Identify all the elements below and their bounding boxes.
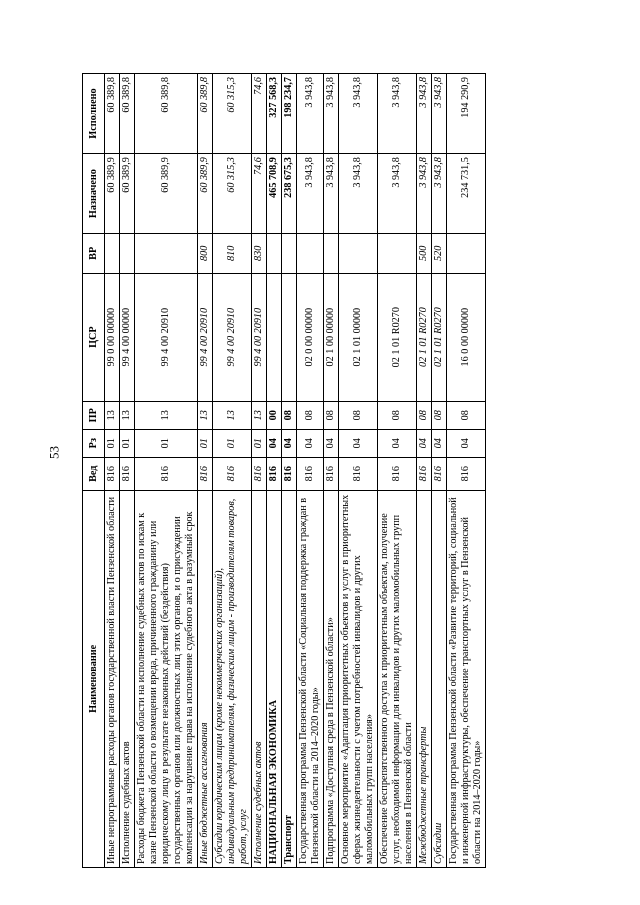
table-header-row [83,74,105,868]
cell-pr: 13 [198,401,213,429]
cell-pr: 00 [267,401,282,429]
cell-pr: 08 [417,401,432,429]
table-row [447,74,486,868]
cell-csr: 99 0 00 00000 [105,273,120,401]
cell-name: Обеспечение беспрепятственного доступа к приоритетным объектам, получение услуг, необходимой информации для инвалидов и других маломобильных групп населения в Пензенской области [378,490,417,867]
cell-pr: 13 [120,401,135,429]
cell-ved: 816 [282,457,297,490]
cell-vr: 800 [198,234,213,273]
cell-csr: 02 1 00 00000 [324,273,339,401]
cell-vr [339,234,378,273]
cell-ispolneno: 74,6 [252,74,267,154]
table-row [282,74,297,868]
header-rz: Рз [83,429,105,457]
cell-ispolneno: 3 943,8 [378,74,417,154]
cell-vr [297,234,324,273]
cell-ispolneno: 60 389,8 [120,74,135,154]
cell-csr: 02 1 01 00000 [339,273,378,401]
cell-rz: 01 [135,429,198,457]
cell-name: Расходы бюджета Пензенской области на исполнение судебных актов по искам к казне Пензенской области о возмещении вреда, причиненного гражданину или юридическому лицу в результате незаконных действий (бездействия) государственных органов или должностных лиц этих органов, и о присуждении компенсации за нарушение права на исполнение судебного акта в разумный срок [135,490,198,867]
cell-ved: 816 [213,457,252,490]
cell-csr: 02 1 01 R0270 [417,273,432,401]
cell-csr: 02 1 01 R0270 [378,273,417,401]
cell-name: Иные бюджетные ассигнования [198,490,213,867]
cell-naznacheno: 60 389,9 [105,154,120,234]
cell-pr: 08 [447,401,486,429]
cell-csr: 02 0 00 00000 [297,273,324,401]
table-row [252,74,267,868]
table-row [324,74,339,868]
cell-rz: 01 [213,429,252,457]
cell-pr: 13 [252,401,267,429]
cell-naznacheno: 3 943,8 [417,154,432,234]
cell-csr [267,273,282,401]
cell-name: Государственная программа Пензенской области «Развитие территорий, социальной и инженерной инфраструктуры, обеспечение транспортных услуг в Пензенской области на 2014–2020 годы» [447,490,486,867]
cell-name: Подпрограмма «Доступная среда в Пензенской области» [324,490,339,867]
cell-vr [105,234,120,273]
cell-naznacheno: 3 943,8 [378,154,417,234]
cell-pr: 08 [282,401,297,429]
header-ved: Вед [83,457,105,490]
cell-ved: 816 [120,457,135,490]
cell-pr: 08 [339,401,378,429]
table-row [432,74,447,868]
cell-pr: 08 [324,401,339,429]
cell-naznacheno: 60 389,9 [135,154,198,234]
cell-naznacheno: 465 708,9 [267,154,282,234]
cell-ispolneno: 3 943,8 [297,74,324,154]
cell-ved: 816 [447,457,486,490]
cell-rz: 01 [120,429,135,457]
cell-naznacheno: 3 943,8 [297,154,324,234]
cell-csr: 16 0 00 00000 [447,273,486,401]
cell-ispolneno: 194 290,9 [447,74,486,154]
cell-rz: 01 [252,429,267,457]
cell-name: НАЦИОНАЛЬНАЯ ЭКОНОМИКА [267,490,282,867]
cell-pr: 13 [135,401,198,429]
cell-vr: 830 [252,234,267,273]
cell-ispolneno: 327 568,3 [267,74,282,154]
cell-pr: 13 [105,401,120,429]
table-row [378,74,417,868]
cell-rz: 04 [447,429,486,457]
cell-name: Исполнение судебных актов [252,490,267,867]
cell-rz: 04 [432,429,447,457]
budget-table-rotated [82,73,542,868]
cell-vr [324,234,339,273]
header-name: Наименование [83,490,105,867]
table-row [120,74,135,868]
cell-vr: 500 [417,234,432,273]
cell-ispolneno: 60 389,8 [135,74,198,154]
cell-pr: 08 [297,401,324,429]
table-row [198,74,213,868]
cell-rz: 01 [198,429,213,457]
cell-name: Субсидии юридическим лицам (кроме некоммерческих организаций), индивидуальным предпринимателям, физическим лицам - производителям товаров, работ, услуг [213,490,252,867]
cell-name: Иные непрограммные расходы органов государственной власти Пензенской области [105,490,120,867]
cell-ispolneno: 3 943,8 [324,74,339,154]
cell-ved: 816 [252,457,267,490]
cell-csr: 99 4 00 20910 [252,273,267,401]
header-vr: ВР [83,234,105,273]
header-naznacheno: Назначено [83,154,105,234]
cell-naznacheno: 238 675,3 [282,154,297,234]
cell-naznacheno: 3 943,8 [339,154,378,234]
cell-name: Межбюджетные трансферты [417,490,432,867]
cell-name: Субсидии [432,490,447,867]
cell-naznacheno: 74,6 [252,154,267,234]
cell-vr [267,234,282,273]
cell-ved: 816 [417,457,432,490]
cell-pr: 13 [213,401,252,429]
table-body [105,74,486,868]
header-pr: ПР [83,401,105,429]
cell-csr: 99 4 00 20910 [213,273,252,401]
page-number: 53 [46,446,62,459]
cell-name: Основное мероприятие «Адаптация приоритетных объектов и услуг в приоритетных сферах жизнедеятельности с учетом потребностей инвалидов и других маломобильных групп населения» [339,490,378,867]
cell-pr: 08 [432,401,447,429]
cell-rz: 04 [297,429,324,457]
header-csr: ЦСР [83,273,105,401]
header-ispolneno: Исполнено [83,74,105,154]
cell-ved: 816 [378,457,417,490]
cell-ved: 816 [198,457,213,490]
cell-naznacheno: 234 731,5 [447,154,486,234]
cell-rz: 04 [417,429,432,457]
cell-ved: 816 [297,457,324,490]
cell-csr: 99 4 00 20910 [198,273,213,401]
table-row [267,74,282,868]
table-row [339,74,378,868]
cell-ved: 816 [339,457,378,490]
cell-vr [378,234,417,273]
table-row [105,74,120,868]
cell-ispolneno: 60 389,8 [198,74,213,154]
cell-ved: 816 [324,457,339,490]
table-row [135,74,198,868]
cell-vr [447,234,486,273]
cell-vr [282,234,297,273]
cell-naznacheno: 60 389,9 [198,154,213,234]
cell-rz: 04 [324,429,339,457]
table-row [417,74,432,868]
cell-naznacheno: 3 943,8 [432,154,447,234]
table-row [213,74,252,868]
cell-ispolneno: 3 943,8 [339,74,378,154]
cell-ispolneno: 3 943,8 [432,74,447,154]
cell-pr: 08 [378,401,417,429]
cell-name: Транспорт [282,490,297,867]
cell-rz: 04 [378,429,417,457]
cell-vr: 810 [213,234,252,273]
cell-vr [120,234,135,273]
cell-csr [282,273,297,401]
cell-ved: 816 [267,457,282,490]
cell-ispolneno: 3 943,8 [417,74,432,154]
cell-csr: 99 4 00 20910 [135,273,198,401]
cell-ved: 816 [135,457,198,490]
cell-csr: 02 1 01 R0270 [432,273,447,401]
table-row [297,74,324,868]
cell-name: Государственная программа Пензенской области «Социальная поддержка граждан в Пензенской области на 2014–2020 годы» [297,490,324,867]
cell-rz: 04 [267,429,282,457]
cell-ved: 816 [432,457,447,490]
cell-ved: 816 [105,457,120,490]
cell-naznacheno: 60 389,9 [120,154,135,234]
cell-ispolneno: 60 315,3 [213,74,252,154]
cell-vr: 520 [432,234,447,273]
cell-csr: 99 4 00 00000 [120,273,135,401]
cell-rz: 04 [339,429,378,457]
cell-rz: 04 [282,429,297,457]
cell-naznacheno: 60 315,3 [213,154,252,234]
cell-ispolneno: 60 389,8 [105,74,120,154]
cell-vr [135,234,198,273]
cell-ispolneno: 198 234,7 [282,74,297,154]
cell-naznacheno: 3 943,8 [324,154,339,234]
budget-table [82,73,486,868]
cell-name: Исполнение судебных актов [120,490,135,867]
cell-rz: 01 [105,429,120,457]
